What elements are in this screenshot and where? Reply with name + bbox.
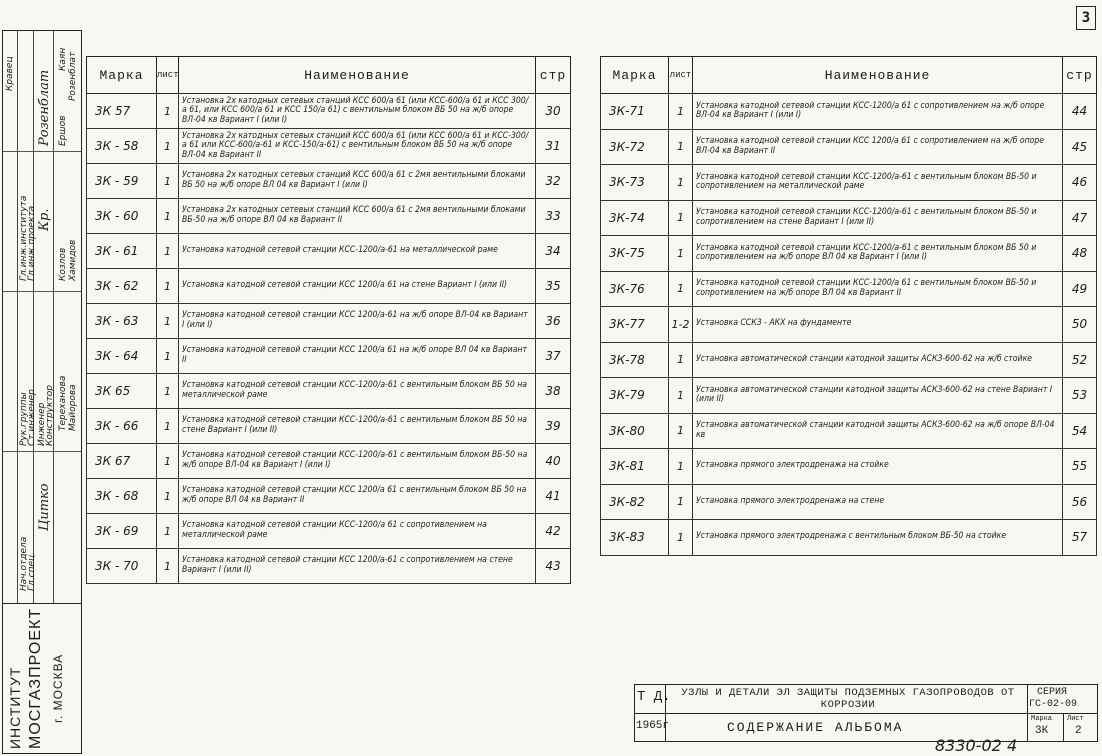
row-sheet: 1 [669, 413, 693, 449]
row-mark: 3К - 59 [87, 164, 157, 199]
institute-stamp [3, 603, 81, 753]
header-sheet: лист [157, 57, 179, 94]
row-name: Установка прямого электродренажа на стене [693, 484, 1063, 520]
td-label: Т Д. [637, 689, 671, 705]
row-sheet: 1 [669, 342, 693, 378]
row-sheet: 1 [157, 199, 179, 234]
mark-label: Марка [1031, 715, 1053, 723]
row-name: Установка катодной сетевой станции КСС-1200/а-61 с вентильным блоком ВБ-50 и сопротивлением на стене Вариант I (или II) [693, 200, 1063, 236]
table-header-row [601, 57, 1097, 94]
table-row [87, 444, 571, 479]
handwritten-signature: Розенблат [37, 69, 52, 146]
signer-role: Нач.отдела [19, 536, 29, 591]
header-page: стр [536, 57, 571, 94]
row-page: 34 [536, 234, 571, 269]
table-row [87, 94, 571, 129]
row-page: 43 [536, 549, 571, 584]
row-page: 40 [536, 444, 571, 479]
strip-divider [3, 151, 81, 152]
row-page: 44 [1063, 94, 1097, 130]
row-name: Установка катодной сетевой станции КСС 1200/а 61 с сопротивлением на ж/б опоре ВЛ-04 кв Вариант II [693, 129, 1063, 165]
signer-name: Хамидов [68, 239, 78, 281]
row-name: Установка катодной сетевой станции КСС-1200/а-61 с вентильным блоком ВБ 50 и сопротивлением на ж/б опоре ВЛ 04 кв Вариант I (или I) [693, 236, 1063, 272]
table-row [601, 271, 1097, 307]
row-mark: 3К-76 [601, 271, 669, 307]
row-page: 30 [536, 94, 571, 129]
row-mark: 3К - 64 [87, 339, 157, 374]
table-row [601, 129, 1097, 165]
contents-table-left [86, 56, 571, 584]
row-sheet: 1 [669, 449, 693, 485]
row-name: Установка 2х катодных сетевых станций КСС 600/а 61 с 2мя вентильными блоками ВБ 50 на ж/б опоре ВЛ 04 кв Вариант I (или I) [179, 164, 536, 199]
row-mark: 3К-80 [601, 413, 669, 449]
row-page: 54 [1063, 413, 1097, 449]
row-name: Установка катодной сетевой станции КСС 1200/а-61 на ж/б опоре ВЛ-04 кв Вариант I (или I) [179, 304, 536, 339]
row-name: Установка автоматической станции катодной защиты АСКЗ-600-62 на стене Вариант I (или II) [693, 378, 1063, 414]
row-sheet: 1 [669, 129, 693, 165]
row-sheet: 1 [157, 339, 179, 374]
header-mark: Марка [601, 57, 669, 94]
row-name: Установка катодной сетевой станции КСС-1200/а 61 с вентильным блоком ВБ-50 и сопротивлением на ж/б опоре ВЛ 04 кв Вариант II [693, 271, 1063, 307]
row-name: Установка катодной сетевой станции КСС-1200/а-61 на металлической раме [179, 234, 536, 269]
table-row [87, 479, 571, 514]
table-row [87, 269, 571, 304]
row-name: Установка катодной сетевой станции КСС 1200/а-61 с сопротивлением на стене Вариант I (или II) [179, 549, 536, 584]
strip-divider [17, 31, 18, 603]
row-name: Установка катодной сетевой станции КСС-1200/а-61 с вентильным блоком ВБ-50 и сопротивлением на металлической раме [693, 165, 1063, 201]
table-row [87, 304, 571, 339]
institute-label: ИНСТИТУТ [7, 666, 23, 749]
table-row [601, 449, 1097, 485]
institute-city: г. МОСКВА [51, 653, 65, 723]
row-sheet: 1 [157, 164, 179, 199]
row-mark: 3К-81 [601, 449, 669, 485]
row-mark: 3К 65 [87, 374, 157, 409]
row-sheet: 1 [157, 409, 179, 444]
table-row [601, 307, 1097, 343]
header-mark: Марка [87, 57, 157, 94]
row-mark: 3К-73 [601, 165, 669, 201]
row-page: 38 [536, 374, 571, 409]
row-name: Установка катодной сетевой станции КСС 1200/а 61 на стене Вариант I (или II) [179, 269, 536, 304]
row-sheet: 1 [669, 484, 693, 520]
row-name: Установка катодной сетевой станции КСС-1200/а 61 с сопротивлением на ж/б опоре ВЛ-04 кв Вариант I (или I) [693, 94, 1063, 130]
row-sheet: 1 [669, 378, 693, 414]
row-mark: 3К - 61 [87, 234, 157, 269]
signer-role: Гл.инж.института [19, 195, 29, 281]
row-sheet: 1 [157, 549, 179, 584]
signer-name: Кравец [5, 56, 15, 91]
table-row [87, 514, 571, 549]
table-row [601, 236, 1097, 272]
row-mark: 3К-83 [601, 520, 669, 556]
album-contents-title: СОДЕРЖАНИЕ АЛЬБОМА [727, 720, 904, 735]
row-page: 39 [536, 409, 571, 444]
table-row [87, 409, 571, 444]
row-page: 37 [536, 339, 571, 374]
row-name: Установка катодной сетевой станции КСС-1200/а-61 с вентильным блоком ВБ 50 на металлической раме [179, 374, 536, 409]
row-sheet: 1 [157, 304, 179, 339]
table-header-row [87, 57, 571, 94]
table-body [601, 94, 1097, 556]
row-name: Установка катодной сетевой станции КСС-1200/а-61 с вентильным блоком ВБ 50 на стене Вариант I (или II) [179, 409, 536, 444]
row-sheet: 1 [157, 234, 179, 269]
row-name: Установка 2х катодных сетевых станций КСС 600/а 61 (или КСС-600/а 61 и КСС 300/а 61, или КСС 600/а 61 и КСС 150/а 61) с вентильным блоком ВБ 50 на ж/б опоре ВЛ-04 кв Вариант I (или I) [179, 94, 536, 129]
year-label: 1965г [636, 720, 670, 732]
signature-strip [2, 30, 82, 754]
row-mark: 3К - 69 [87, 514, 157, 549]
title-block-divider [635, 713, 1097, 714]
row-sheet: 1 [157, 94, 179, 129]
row-name: Установка автоматической станции катодной защиты АСКЗ-600-62 на ж/б опоре ВЛ-04 кв [693, 413, 1063, 449]
row-name: Установка 2х катодных сетевых станций КСС 600/а 61 (или КСС 600/а 61 и КСС-300/а 61 или КСС-600/а-61 и КСС-150/а-61) с вентильным блоком ВБ 50 на ж/б опоре ВЛ-04 кв Вариант II [179, 129, 536, 164]
table-body [87, 94, 571, 584]
table-row [601, 342, 1097, 378]
row-page: 53 [1063, 378, 1097, 414]
row-sheet: 1 [669, 271, 693, 307]
table-row [601, 484, 1097, 520]
row-mark: 3К - 66 [87, 409, 157, 444]
row-sheet: 1 [669, 520, 693, 556]
header-page: стр [1063, 57, 1097, 94]
row-mark: 3К - 62 [87, 269, 157, 304]
row-page: 33 [536, 199, 571, 234]
row-page: 56 [1063, 484, 1097, 520]
row-name: Установка катодной сетевой станции КСС 1200/а 61 с вентильным блоком ВБ 50 на ж/б опоре ВЛ 04 кв Вариант II [179, 479, 536, 514]
table-row [601, 413, 1097, 449]
row-sheet: 1 [669, 236, 693, 272]
row-mark: 3К-72 [601, 129, 669, 165]
title-block-divider [1063, 713, 1064, 741]
row-page: 48 [1063, 236, 1097, 272]
table-row [87, 164, 571, 199]
handwritten-signature: Кр. [37, 208, 52, 231]
header-name: Наименование [693, 57, 1063, 94]
row-mark: 3К - 68 [87, 479, 157, 514]
row-page: 47 [1063, 200, 1097, 236]
row-sheet: 1 [669, 200, 693, 236]
sheet-label: Лист [1067, 715, 1084, 723]
signer-name: Каян [58, 47, 68, 71]
row-page: 31 [536, 129, 571, 164]
row-mark: 3К-79 [601, 378, 669, 414]
handwritten-signature: Цитко [37, 483, 52, 531]
row-mark: 3К - 70 [87, 549, 157, 584]
row-name: Установка автоматической станции катодной защиты АСКЗ-600-62 на ж/б стойке [693, 342, 1063, 378]
row-page: 50 [1063, 307, 1097, 343]
table-row [87, 339, 571, 374]
row-name: Установка ССКЗ - АКХ на фундаменте [693, 307, 1063, 343]
table-row [87, 549, 571, 584]
row-name: Установка катодной сетевой станции КСС-1200/а-61 с вентильным блоком ВБ-50 на ж/б опоре ВЛ-04 кв Вариант I (или I) [179, 444, 536, 479]
row-sheet: 1 [669, 165, 693, 201]
table-row [601, 165, 1097, 201]
row-sheet: 1 [157, 269, 179, 304]
row-sheet: 1 [157, 514, 179, 549]
signer-role: Ст.инженер [27, 389, 37, 446]
album-subject: УЗЛЫ И ДЕТАЛИ ЭЛ ЗАЩИТЫ ПОДЗЕМНЫХ ГАЗОПРОВОДОВ ОТ КОРРОЗИИ [681, 687, 1015, 711]
signature-grid [3, 31, 81, 604]
row-sheet: 1 [669, 94, 693, 130]
row-name: Установка катодной сетевой станции КСС-1200/а 61 с сопротивлением на металлической раме [179, 514, 536, 549]
signer-role: Конструктор [45, 385, 55, 446]
row-page: 57 [1063, 520, 1097, 556]
table-row [601, 378, 1097, 414]
row-mark: 3К-77 [601, 307, 669, 343]
row-page: 36 [536, 304, 571, 339]
row-sheet: 1-2 [669, 307, 693, 343]
row-page: 42 [536, 514, 571, 549]
strip-divider [3, 451, 81, 452]
row-mark: 3К 67 [87, 444, 157, 479]
row-page: 55 [1063, 449, 1097, 485]
signer-name: Тереханова [58, 375, 68, 431]
table-row [601, 200, 1097, 236]
sheet-value: 2 [1075, 725, 1082, 737]
strip-divider [33, 31, 34, 603]
table-row [87, 129, 571, 164]
row-name: Установка прямого электродренажа на стойке [693, 449, 1063, 485]
row-sheet: 1 [157, 374, 179, 409]
page-number: 3 [1076, 6, 1096, 30]
table-row [87, 374, 571, 409]
row-sheet: 1 [157, 479, 179, 514]
strip-divider [53, 31, 54, 603]
document-number: 8330-02 4 [935, 736, 1018, 755]
contents-table-right [600, 56, 1097, 556]
strip-divider [3, 291, 81, 292]
signer-role: Инженер [37, 402, 47, 446]
row-mark: 3К - 58 [87, 129, 157, 164]
signer-name: Ершов [58, 115, 68, 146]
signer-role: Рук.группы [19, 392, 29, 446]
row-name: Установка 2х катодных сетевых станций КСС 600/а 61 с 2мя вентильными блоками ВБ-50 на ж/б опоре ВЛ 04 кв Вариант II [179, 199, 536, 234]
table-row [601, 94, 1097, 130]
row-page: 45 [1063, 129, 1097, 165]
row-mark: 3К-75 [601, 236, 669, 272]
row-page: 46 [1063, 165, 1097, 201]
table-row [87, 234, 571, 269]
row-name: Установка прямого электродренажа с вентильным блоком ВБ-50 на стойке [693, 520, 1063, 556]
row-page: 41 [536, 479, 571, 514]
series-label: СЕРИЯ [1037, 687, 1068, 698]
row-page: 32 [536, 164, 571, 199]
signer-name: Козлов [58, 247, 68, 281]
row-page: 35 [536, 269, 571, 304]
row-mark: 3К - 60 [87, 199, 157, 234]
signer-role: Гл.спец. [27, 552, 37, 591]
row-mark: 3К-78 [601, 342, 669, 378]
row-page: 49 [1063, 271, 1097, 307]
table-row [601, 520, 1097, 556]
row-mark: 3К 57 [87, 94, 157, 129]
mark-value: 3К [1035, 725, 1049, 737]
institute-name: МОСГАЗПРОЕКТ [27, 607, 44, 749]
table-row [87, 199, 571, 234]
row-name: Установка катодной сетевой станции КСС 1200/а 61 на ж/б опоре ВЛ 04 кв Вариант II [179, 339, 536, 374]
row-sheet: 1 [157, 444, 179, 479]
signer-name: Розенблат [68, 51, 78, 101]
row-mark: 3К-82 [601, 484, 669, 520]
signer-role: Гл.инж.проекта [27, 205, 37, 281]
row-page: 52 [1063, 342, 1097, 378]
row-sheet: 1 [157, 129, 179, 164]
signer-name: Майорова [68, 384, 78, 431]
header-name: Наименование [179, 57, 536, 94]
title-block [634, 684, 1098, 742]
row-mark: 3К - 63 [87, 304, 157, 339]
header-sheet: лист [669, 57, 693, 94]
row-mark: 3К-74 [601, 200, 669, 236]
row-mark: 3К-71 [601, 94, 669, 130]
series-value: ГС-02-09 [1029, 699, 1078, 710]
